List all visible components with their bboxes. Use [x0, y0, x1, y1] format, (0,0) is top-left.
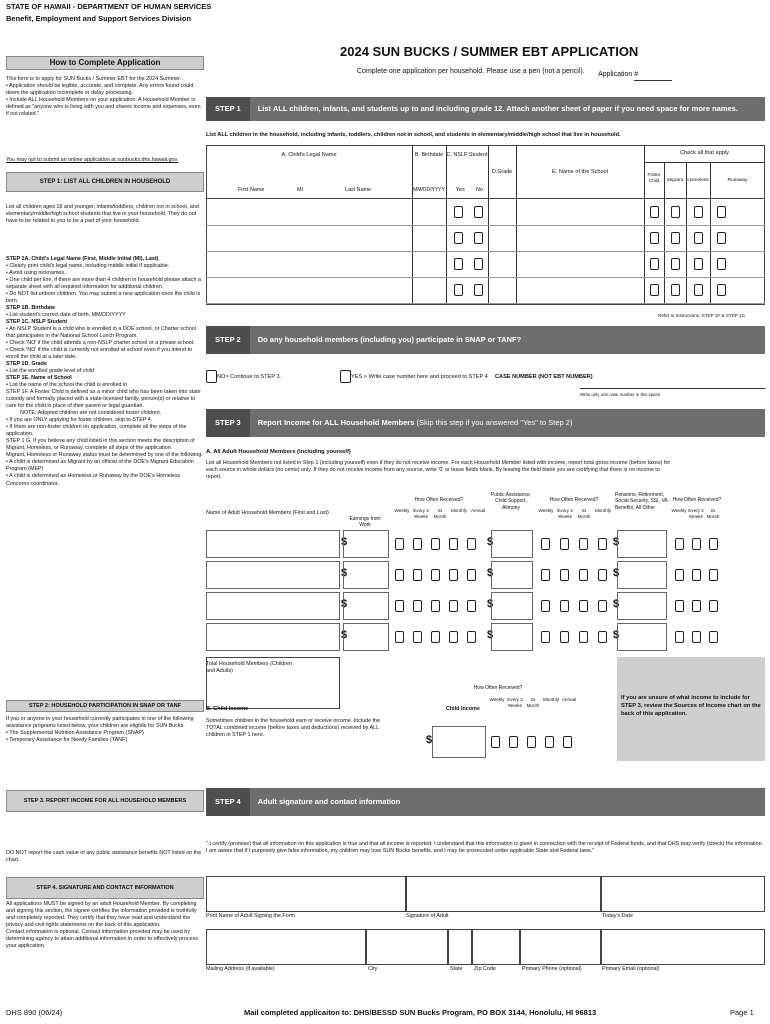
frequency-header: 2x Month	[577, 508, 591, 519]
nslp-no-checkbox[interactable]	[474, 258, 483, 270]
form-number: DHS 890 (06/24)	[6, 1008, 63, 1017]
dollar-sign: $	[613, 536, 620, 548]
col-pensions: Pensions, Retirement, Social Security, SSI, VA Benefits, All Other	[615, 492, 668, 511]
col-adult-name: Name of Adult Household Members (First and Last)	[206, 510, 329, 516]
frequency-header: Weekly	[671, 508, 687, 513]
frequency-checkbox[interactable]	[709, 631, 718, 643]
step1-bar	[206, 97, 765, 121]
child-income-label: Child Income	[446, 706, 480, 712]
frequency-header: Monthly	[594, 508, 612, 513]
frequency-checkbox[interactable]	[675, 631, 684, 643]
signature-field[interactable]	[406, 876, 601, 912]
email-field[interactable]	[601, 929, 765, 965]
child-row-divider	[206, 303, 765, 304]
pensions-field[interactable]	[617, 623, 667, 651]
child-name-field[interactable]	[207, 226, 411, 250]
frequency-header: Every 2 Weeks	[507, 697, 523, 708]
school-name-field[interactable]	[517, 252, 643, 276]
earnings-field[interactable]	[343, 592, 389, 620]
status-checkbox[interactable]	[717, 284, 726, 296]
page-number: Page 1	[730, 1008, 754, 1017]
col-yes: Yes	[456, 187, 465, 193]
frequency-checkbox[interactable]	[692, 538, 701, 550]
child-income-field[interactable]	[432, 726, 486, 758]
col-school: E. Name of the School	[552, 169, 608, 175]
status-checkbox[interactable]	[671, 232, 680, 244]
frequency-checkbox[interactable]	[413, 569, 422, 581]
frequency-header: 2x Month	[526, 697, 540, 708]
status-checkbox[interactable]	[694, 232, 703, 244]
frequency-checkbox[interactable]	[563, 736, 572, 748]
nslp-no-checkbox[interactable]	[474, 232, 483, 244]
step2-bar-text: Do any household members (including you) participate in SNAP or TANF?	[257, 335, 522, 344]
nslp-yes-checkbox[interactable]	[454, 232, 463, 244]
print-name-field[interactable]	[206, 876, 406, 912]
status-checkbox[interactable]	[671, 206, 680, 218]
step2-bar	[206, 326, 765, 354]
frequency-header: Every 2 Weeks	[413, 508, 429, 519]
earnings-field[interactable]	[343, 561, 389, 589]
case-number-label: CASE NUMBER (NOT EBT NUMBER)	[495, 374, 593, 380]
step3-a-text: List all Household Members not listed in Step 1 (including yourself) even if they do not receive income. For each Household Member listed with income, report total gross income (before taxes) for each source in whole dollars (no cents) only. If they do not receive income from any source, write '0' or leave fields blank. By leaving the field blank you are certifying that there is no income to report.	[206, 460, 671, 480]
application-number-label: Application #	[598, 71, 639, 78]
adult-name-field[interactable]	[206, 592, 340, 620]
mailing-address-label: Mailing Address (if available)	[206, 966, 275, 972]
frequency-checkbox[interactable]	[413, 538, 422, 550]
frequency-checkbox[interactable]	[395, 600, 404, 612]
adult-name-field[interactable]	[206, 530, 340, 558]
signature-label: Signature of Adult	[406, 913, 449, 919]
frequency-header: Weekly	[489, 697, 505, 702]
dollar-sign: $	[487, 629, 494, 641]
grade-field[interactable]	[489, 252, 515, 276]
child-income-how-often: How Often Received?	[473, 685, 523, 691]
case-number-field[interactable]	[580, 388, 765, 389]
total-members-label: Total Household Members (Children and Adults)	[206, 661, 292, 674]
status-checkbox[interactable]	[650, 258, 659, 270]
dollar-sign: $	[341, 536, 348, 548]
frequency-checkbox[interactable]	[431, 600, 440, 612]
division-name: Benefit, Employment and Support Services Division	[6, 14, 192, 23]
dollar-sign: $	[487, 598, 494, 610]
frequency-checkbox[interactable]	[560, 569, 569, 581]
status-checkbox[interactable]	[717, 258, 726, 270]
col-foster: Foster Child	[647, 172, 661, 183]
step4-instructions-title: STEP 4. SIGNATURE AND CONTACT INFORMATION	[6, 877, 204, 899]
public-assistance-field[interactable]	[491, 592, 533, 620]
col-how-often-2: How Often Received?	[549, 497, 599, 503]
dollar-sign: $	[613, 567, 620, 579]
step4-label: STEP 4	[206, 788, 250, 816]
step3-instructions-text: DO NOT report the cash value of any public assistance benefits NOT listed on the chart.	[6, 850, 202, 864]
col-mi: MI	[297, 187, 303, 193]
step1-subtitle: List ALL children in the household, including infants, toddlers, children not in school, and students in elementary/middle/high school that live in household.	[206, 132, 621, 138]
certify-text: " I certify (promise) that all information on this application is true and that all income is reported. I understand that this information is given in connection with the receipt of Federal funds, and that DHS may verify (check) the information. I am aware that if I purposely give false information, my children may lose SUN Bucks benefits, and I may be prosecuted under applicable State and Federal laws."	[206, 841, 764, 854]
frequency-checkbox[interactable]	[431, 569, 440, 581]
status-checkbox[interactable]	[650, 232, 659, 244]
frequency-checkbox[interactable]	[579, 600, 588, 612]
frequency-header: Monthly	[542, 697, 560, 702]
step2-instructions-title: STEP 2: HOUSEHOLD PARTICIPATION IN SNAP OR TANF	[6, 700, 204, 712]
col-how-often-1: How Often Received?	[414, 497, 464, 503]
frequency-checkbox[interactable]	[431, 631, 440, 643]
frequency-checkbox[interactable]	[692, 569, 701, 581]
birthdate-field[interactable]	[413, 226, 445, 250]
income-help-text: If you are unsure of what income to include for STEP 3, review the Sources of Income chart on the back of this application.	[621, 695, 761, 718]
frequency-checkbox[interactable]	[527, 736, 536, 748]
frequency-checkbox[interactable]	[541, 569, 550, 581]
col-first-name: First Name	[238, 187, 265, 193]
frequency-header: Monthly	[450, 508, 468, 513]
frequency-checkbox[interactable]	[598, 569, 607, 581]
frequency-checkbox[interactable]	[541, 538, 550, 550]
step4-instructions-text: All applications MUST be signed by an adult Household Member. By completing and signing this section, the signee certifies the information provided is truthfully and completely reported. They certify that they have read and understand the privacy and civil rights statements on the back of this application. Contact information is optional. Contact information provided may be used by determining agency to attain additional information in order to effectively process your application.	[6, 901, 198, 950]
pensions-field[interactable]	[617, 561, 667, 589]
step1-bar-text: List ALL children, infants, and students up to and including grade 12. Attach another sheet of paper if you need space for more names.	[257, 104, 738, 113]
frequency-checkbox[interactable]	[467, 538, 476, 550]
school-name-field[interactable]	[517, 278, 643, 302]
state-field[interactable]	[448, 929, 472, 965]
status-checkbox[interactable]	[671, 258, 680, 270]
step4-bar-text: Adult signature and contact information	[257, 797, 401, 806]
col-last-name: Last Name	[345, 187, 372, 193]
step4-bar	[206, 788, 765, 816]
dollar-sign: $	[341, 567, 348, 579]
col-grade: D.Grade	[491, 169, 513, 175]
step1a-instructions: STEP 1A. Child's Legal Name (First, Middle Initial (MI), Last) • Clearly print child's legal name, including middle initial if applicable. • Avoid using nicknames. • One child per line, if there are more than 4 children in household please attach a separate sheet with all required information for additional children. • Do NOT list unborn children. You may submit a new application once the child is born. STEP 1B. Birthdate • List student's correct date of birth, MM/DD/YYYY STEP 1C. NSLP Student • An NSLP Student is a child who is enrolled in a DOE school, or Charter school that participates in the National School Lunch Program. • Check 'NO' if the child attends a non-NSLP charter school or a private school. • Check 'NO' if the child is currently not enrolled at school even if you intend to enroll the child at a later date. STEP 1D. Grade • List the enrolled grade level of child STEP 1E. Name of School • List the name of the school the child is enrolled in STEP 1F. A Foster Child is defined as a minor child who has been taken into state custody and formally placed with a state-licensed family, person(s) or relative to care for the child in place of their parent or legal guardian. NOTE: Adopted children are not considered foster children. • If you are ONLY applying for foster children, skip to STEP 4. • If there are non-foster children on application, complete all the steps of the application. STEP 1 G. If you believe any child listed in this section meets the description of Migrant, Homeless, or Runaway, complete all steps of the application. Migrant, Homeless or Runaway status must be determined by one of the following: • A child is determined as Migrant by an official of the DOE's Migrant Education Program (MEP) • A child is determined as Homeless or Runaway by the DOE's Homeless Concerns coordinator.	[6, 256, 203, 487]
mailing-address-field[interactable]	[206, 929, 366, 965]
how-to-title: How to Complete Application	[6, 56, 204, 70]
frequency-header: Every 2 Weeks	[557, 508, 573, 519]
child-name-field[interactable]	[207, 252, 411, 276]
frequency-checkbox[interactable]	[449, 569, 458, 581]
nslp-yes-checkbox[interactable]	[454, 206, 463, 218]
frequency-checkbox[interactable]	[598, 631, 607, 643]
mail-to: Mail completed applicaiton to: DHS/BESSD SUN Bucks Program, PO BOX 3144, Honolulu, HI 96813	[244, 1008, 597, 1017]
dollar-sign: $	[487, 567, 494, 579]
form-instruction: Complete one application per household. Please use a pen (not a pencil).	[357, 68, 585, 75]
nslp-no-checkbox[interactable]	[474, 206, 483, 218]
col-public-assistance: Public Assistance, Child Support, Alimony	[490, 492, 532, 511]
frequency-checkbox[interactable]	[467, 569, 476, 581]
intro-text: This form is to apply for SUN Bucks / Summer EBT for the 2024 Summer. • Application should be legible, accurate, and complete. Any errors found could deem the application incomplete or delay processing. • Include ALL Household Members on your application. A Household Member is defined as "anyone who is living with you and shares income and expenses, even if not related."	[6, 76, 201, 118]
frequency-header: 2x Month	[433, 508, 447, 519]
birthdate-field[interactable]	[413, 278, 445, 302]
frequency-header: Weekly	[538, 508, 554, 513]
frequency-checkbox[interactable]	[541, 631, 550, 643]
step3-a-title: A. All Adult Household Members (including yourself)	[206, 449, 351, 455]
adult-name-field[interactable]	[206, 561, 340, 589]
frequency-checkbox[interactable]	[598, 600, 607, 612]
frequency-checkbox[interactable]	[467, 631, 476, 643]
col-legal-name: A. Child's Legal Name	[281, 152, 337, 158]
frequency-checkbox[interactable]	[560, 631, 569, 643]
dollar-sign: $	[613, 598, 620, 610]
step2-instructions-text: If you or anyone in your household currently participates in one of the following assistance programs listed below, your children are eligible for SUN Bucks • The Supplemental Nutrition Assistance Program (SNAP) • Temporary Assistance for Needy Families (TANF)	[6, 716, 194, 744]
frequency-checkbox[interactable]	[709, 600, 718, 612]
birthdate-field[interactable]	[413, 252, 445, 276]
pensions-field[interactable]	[617, 592, 667, 620]
step3-bar: STEP 3 Report Income for ALL Household Members (Skip this step if you answered "Yes" to Step 2)	[206, 409, 765, 437]
phone-field[interactable]	[520, 929, 601, 965]
adult-name-field[interactable]	[206, 623, 340, 651]
frequency-header: Every 2 Weeks	[688, 508, 704, 519]
city-field[interactable]	[366, 929, 448, 965]
date-field[interactable]	[601, 876, 765, 912]
child-name-field[interactable]	[207, 278, 411, 302]
col-no: No	[476, 187, 483, 193]
col-homeless: Homeless	[687, 178, 709, 183]
zip-field[interactable]	[472, 929, 520, 965]
agency-name: STATE OF HAWAII - DEPARTMENT OF HUMAN SERVICES	[6, 2, 212, 11]
phone-label: Primary Phone (optional)	[522, 966, 582, 972]
frequency-checkbox[interactable]	[579, 538, 588, 550]
frequency-checkbox[interactable]	[545, 736, 554, 748]
public-assistance-field[interactable]	[491, 530, 533, 558]
date-label: Today's Date	[602, 913, 633, 919]
dollar-sign: $	[613, 629, 620, 641]
col-birthdate: B. Birthdate	[414, 152, 444, 158]
grade-field[interactable]	[489, 200, 515, 224]
case-number-note: Write only one case number in this space	[580, 392, 661, 397]
col-mmdd: MM/DD/YYYY	[413, 187, 445, 193]
status-checkbox[interactable]	[694, 206, 703, 218]
status-checkbox[interactable]	[717, 232, 726, 244]
frequency-checkbox[interactable]	[675, 569, 684, 581]
frequency-checkbox[interactable]	[395, 631, 404, 643]
frequency-checkbox[interactable]	[395, 569, 404, 581]
email-label: Primary Email (optional)	[602, 966, 660, 972]
frequency-header: Annual	[470, 508, 486, 513]
child-name-field[interactable]	[207, 200, 411, 224]
pensions-field[interactable]	[617, 530, 667, 558]
frequency-header: 2x Month	[706, 508, 720, 519]
frequency-checkbox[interactable]	[560, 600, 569, 612]
refer-note: Refer to Instructions, STEP 1F & STEP 1G	[658, 313, 746, 318]
snap-no-label: NO> Continue to STEP 3.	[217, 374, 282, 380]
status-checkbox[interactable]	[694, 258, 703, 270]
step3-b-title: B. Child Income	[206, 706, 249, 712]
frequency-checkbox[interactable]	[431, 538, 440, 550]
total-members-field[interactable]	[206, 657, 340, 709]
frequency-checkbox[interactable]	[395, 538, 404, 550]
nslp-no-checkbox[interactable]	[474, 284, 483, 296]
step3-bar-text: Report Income for ALL Household Members	[257, 418, 415, 427]
status-checkbox[interactable]	[671, 284, 680, 296]
frequency-checkbox[interactable]	[541, 600, 550, 612]
frequency-header: Annual	[561, 697, 577, 702]
frequency-checkbox[interactable]	[709, 538, 718, 550]
birthdate-field[interactable]	[413, 200, 445, 224]
public-assistance-field[interactable]	[491, 561, 533, 589]
frequency-checkbox[interactable]	[692, 631, 701, 643]
status-checkbox[interactable]	[717, 206, 726, 218]
col-migrant: Migrant	[667, 178, 683, 183]
dollar-sign: $	[487, 536, 494, 548]
grade-field[interactable]	[489, 226, 515, 250]
frequency-header: Weekly	[394, 508, 410, 513]
frequency-checkbox[interactable]	[579, 631, 588, 643]
state-label: State	[450, 966, 463, 972]
step3-b-text: Sometimes children in the household earn or receive income. Include the TOTAL combined income (before taxes and deductions) received by ALL children in STEP 1 here.	[206, 718, 381, 738]
check-all-that-apply: Check all that apply	[680, 150, 729, 156]
step1-instructions-text: List all children ages 18 and younger, infants/toddlers, children not in school, and elementary/middle/high school students that live in your household. They do not have to be related to you to be a part of your household.	[6, 204, 199, 225]
step1-instructions-title: STEP 1: LIST ALL CHILDREN IN HOUSEHOLD	[6, 172, 204, 192]
col-nslp: C. NSLP Student	[446, 152, 488, 158]
form-title: 2024 SUN BUCKS / SUMMER EBT APPLICATION	[340, 44, 639, 59]
status-checkbox[interactable]	[694, 284, 703, 296]
step3-instructions-title: STEP 3. REPORT INCOME FOR ALL HOUSEHOLD MEMBERS	[6, 790, 204, 812]
dollar-sign: $	[341, 598, 348, 610]
frequency-checkbox[interactable]	[709, 569, 718, 581]
frequency-checkbox[interactable]	[413, 600, 422, 612]
nslp-yes-checkbox[interactable]	[454, 258, 463, 270]
frequency-checkbox[interactable]	[675, 600, 684, 612]
nslp-yes-checkbox[interactable]	[454, 284, 463, 296]
dollar-sign: $	[426, 734, 433, 746]
frequency-checkbox[interactable]	[467, 600, 476, 612]
zip-label: Zip Code	[474, 966, 496, 972]
col-earnings: Earnings from Work	[349, 516, 381, 529]
status-checkbox[interactable]	[650, 206, 659, 218]
status-checkbox[interactable]	[650, 284, 659, 296]
school-name-field[interactable]	[517, 226, 643, 250]
city-label: City	[368, 966, 378, 972]
grade-field[interactable]	[489, 278, 515, 302]
col-runaway: Runaway	[727, 178, 748, 183]
frequency-checkbox[interactable]	[598, 538, 607, 550]
snap-no-checkbox[interactable]	[206, 370, 217, 383]
school-name-field[interactable]	[517, 200, 643, 224]
frequency-checkbox[interactable]	[692, 600, 701, 612]
step1-label: STEP 1	[206, 97, 250, 121]
frequency-checkbox[interactable]	[675, 538, 684, 550]
frequency-checkbox[interactable]	[560, 538, 569, 550]
earnings-field[interactable]	[343, 623, 389, 651]
print-name-label: Print Name of Adult Signing the Form	[206, 913, 295, 919]
step3-label: STEP 3	[206, 409, 250, 437]
snap-yes-label: YES > Write case number here and proceed to STEP 4	[351, 374, 488, 380]
step2-label: STEP 2	[206, 326, 250, 354]
frequency-checkbox[interactable]	[449, 538, 458, 550]
frequency-checkbox[interactable]	[449, 600, 458, 612]
snap-yes-checkbox[interactable]	[340, 370, 351, 383]
frequency-checkbox[interactable]	[413, 631, 422, 643]
application-number-field[interactable]	[634, 80, 672, 81]
frequency-checkbox[interactable]	[449, 631, 458, 643]
earnings-field[interactable]	[343, 530, 389, 558]
frequency-checkbox[interactable]	[509, 736, 518, 748]
dollar-sign: $	[341, 629, 348, 641]
public-assistance-field[interactable]	[491, 623, 533, 651]
frequency-checkbox[interactable]	[491, 736, 500, 748]
frequency-checkbox[interactable]	[579, 569, 588, 581]
col-how-often-3: How Often Received?	[672, 497, 722, 503]
online-note: You may opt to submit an online application at sunbucks.dhs.hawaii.gov.	[6, 157, 179, 163]
